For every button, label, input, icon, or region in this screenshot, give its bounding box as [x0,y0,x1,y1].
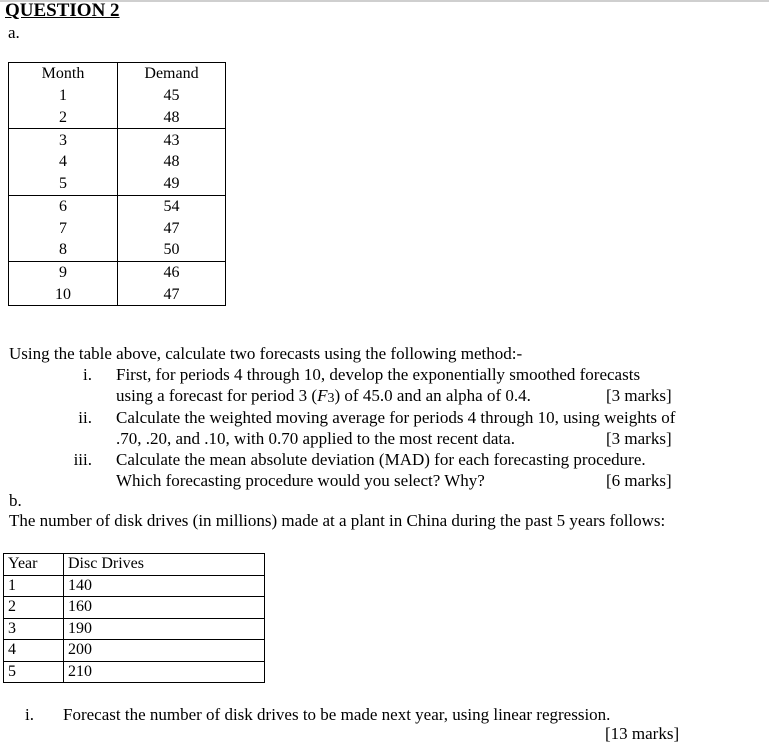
part-b-item-text: Forecast the number of disk drives to be made next year, using linear regression. [63,705,611,724]
year-cell: 4 [4,640,64,662]
demand-cell: 47 [118,217,226,239]
demand-cell: 47 [118,284,226,306]
header-year: Year [4,554,64,576]
table-row [9,85,226,107]
part-b-item-marks: [13 marks] [605,724,680,743]
table-row [4,575,265,597]
item-line: First, for periods 4 through 10, develop the exponentially smoothed forecasts [116,365,641,384]
table-header-row [4,554,265,576]
question-item-ii [0,408,769,450]
item-line: Calculate the mean absolute deviation (MAD) for each forecasting procedure. [116,450,646,469]
header-demand: Demand [118,63,226,85]
year-cell: 5 [4,661,64,683]
question-title: QUESTION 2 [5,0,120,21]
part-b-item-number: i. [25,705,34,724]
month-cell: 1 [9,85,118,107]
month-cell: 7 [9,217,118,239]
year-cell: 3 [4,618,64,640]
item-text-fragment: ) of 45.0 and an alpha of 0.4. [334,385,531,405]
marks-label: [6 marks] [606,470,672,490]
month-demand-table [8,62,226,306]
month-cell: 8 [9,239,118,261]
year-cell: 2 [4,597,64,619]
table-row [4,661,265,683]
table-header-row [9,63,226,85]
table-row [9,239,226,261]
table-row [9,261,226,283]
year-cell: 1 [4,575,64,597]
question-item-i [0,365,769,407]
item-text-fragment: using a forecast for period 3 ( [116,385,318,405]
item-line: .70, .20, and .10, with 0.70 applied to the most recent data. [116,428,515,448]
item-number: ii. [78,408,92,427]
table-row [9,173,226,195]
disc-drives-table [3,553,265,683]
table-row [9,217,226,239]
header-disc-drives: Disc Drives [64,554,265,576]
month-cell: 4 [9,151,118,173]
month-cell: 3 [9,129,118,151]
table-row [9,107,226,129]
table-row [4,597,265,619]
drives-cell: 200 [64,640,265,662]
month-cell: 5 [9,173,118,195]
item-line: Which forecasting procedure would you select? Why? [116,470,485,490]
drives-cell: 160 [64,597,265,619]
demand-cell: 54 [118,195,226,217]
part-b-text: The number of disk drives (in millions) made at a plant in China during the past 5 years follows: [9,511,666,530]
demand-cell: 49 [118,173,226,195]
month-cell: 10 [9,284,118,306]
drives-cell: 210 [64,661,265,683]
demand-cell: 48 [118,151,226,173]
demand-cell: 50 [118,239,226,261]
month-cell: 6 [9,195,118,217]
part-b-label: b. [9,491,22,510]
month-cell: 2 [9,107,118,129]
demand-cell: 45 [118,85,226,107]
table-row [9,129,226,151]
item-number: iii. [73,450,92,469]
item-number: i. [83,365,92,384]
drives-cell: 140 [64,575,265,597]
header-month: Month [9,63,118,85]
drives-cell: 190 [64,618,265,640]
subscript: 3 [327,390,335,406]
table-row [4,618,265,640]
demand-cell: 43 [118,129,226,151]
marks-label: [3 marks] [606,385,672,405]
month-cell: 9 [9,261,118,283]
table-row [9,195,226,217]
table-row [9,151,226,173]
question-item-iii [0,450,769,492]
part-a-label: a. [8,23,20,42]
table-row [9,284,226,306]
demand-cell: 48 [118,107,226,129]
demand-cell: 46 [118,261,226,283]
marks-label: [3 marks] [606,428,672,448]
table-row [4,640,265,662]
variable-f: F [317,385,328,405]
intro-paragraph: Using the table above, calculate two forecasts using the following method:- [9,344,523,363]
item-line: Calculate the weighted moving average for periods 4 through 10, using weights of [116,408,676,427]
